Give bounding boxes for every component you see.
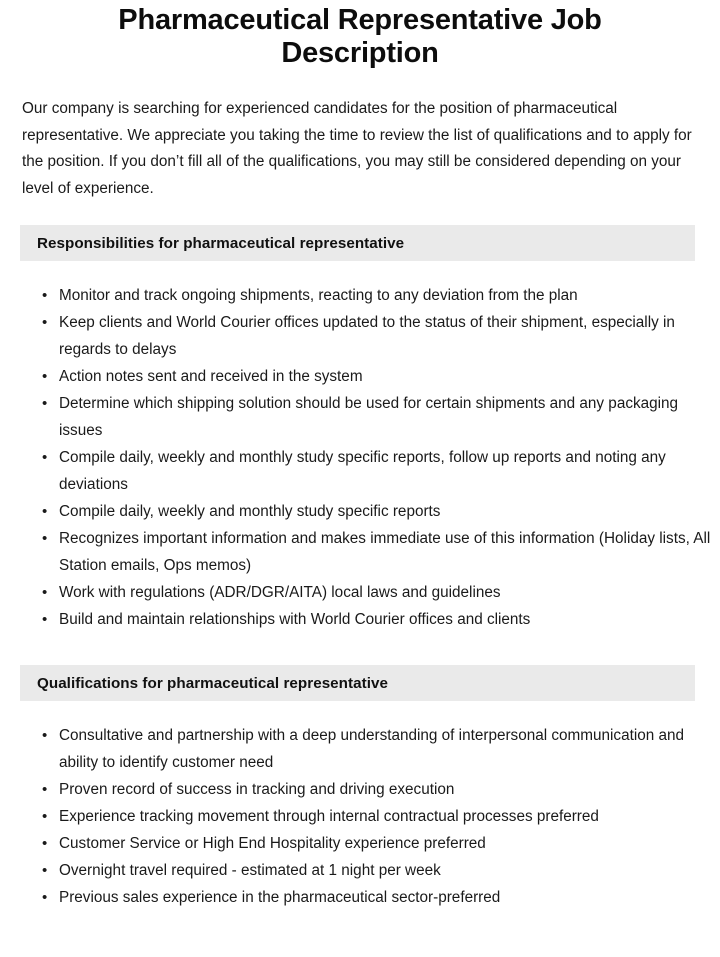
list-item-text: Proven record of success in tracking and driving execution	[59, 781, 455, 798]
bullet-icon: •	[42, 530, 48, 547]
list-item	[42, 498, 714, 525]
section-divider-space	[0, 633, 720, 642]
bullet-icon: •	[42, 503, 48, 520]
list-item	[42, 525, 714, 579]
bullet-icon: •	[42, 395, 48, 412]
list-item	[42, 884, 714, 911]
bullet-icon: •	[42, 449, 48, 466]
bullet-icon: •	[42, 368, 48, 385]
list-item-text: Compile daily, weekly and monthly study specific reports, follow up reports and noting any deviations	[59, 449, 666, 493]
section-heading-label: Responsibilities for pharmaceutical representative	[37, 234, 405, 252]
bullet-icon: •	[42, 889, 48, 906]
list-item-text: Previous sales experience in the pharmaceutical sector-preferred	[59, 889, 501, 906]
bullet-icon: •	[42, 835, 48, 852]
list-item	[42, 776, 714, 803]
list-item-text: Work with regulations (ADR/DGR/AITA) local laws and guidelines	[59, 584, 501, 601]
list-item-text: Overnight travel required - estimated at 1 night per week	[59, 862, 441, 879]
list-item-text: Action notes sent and received in the system	[59, 368, 363, 385]
bullet-icon: •	[42, 781, 48, 798]
list-item	[42, 363, 714, 390]
list-item-text: Keep clients and World Courier offices updated to the status of their shipment, especially in regards to delays	[59, 314, 675, 358]
list-item-text: Determine which shipping solution should be used for certain shipments and any packaging issues	[59, 395, 679, 439]
bullet-icon: •	[42, 727, 48, 744]
list-item	[42, 857, 714, 884]
bullet-icon: •	[42, 287, 48, 304]
bullet-icon: •	[42, 314, 48, 331]
qualifications-list	[0, 701, 720, 911]
intro-paragraph: Our company is searching for experienced candidates for the position of pharmaceutical representative. We appreciate you taking the time to review the list of qualifications and to apply for the position. If you don’t fill all of the qualifications, you may still be considered depending on your level of experience.	[22, 100, 692, 197]
list-item-text: Build and maintain relationships with World Courier offices and clients	[59, 611, 531, 628]
list-item-text: Experience tracking movement through internal contractual processes preferred	[59, 808, 599, 825]
list-item	[42, 579, 714, 606]
section-responsibilities	[0, 225, 720, 633]
bullet-icon: •	[42, 862, 48, 879]
bullet-icon: •	[42, 808, 48, 825]
list-item	[42, 830, 714, 857]
list-item	[42, 803, 714, 830]
section-qualifications	[0, 665, 720, 911]
page-title: Pharmaceutical Representative Job Description	[118, 4, 602, 69]
section-header-qualifications	[20, 665, 695, 701]
list-item-text: Consultative and partnership with a deep understanding of interpersonal communication and ability to identify customer need	[59, 727, 685, 771]
list-item	[42, 606, 714, 633]
list-item-text: Monitor and track ongoing shipments, reacting to any deviation from the plan	[59, 287, 578, 304]
responsibilities-list	[0, 261, 720, 633]
list-item	[42, 444, 714, 498]
list-item	[42, 309, 714, 363]
list-item-text: Recognizes important information and makes immediate use of this information (Holiday lists, All Station emails, Ops memos)	[59, 530, 711, 574]
list-item-text: Compile daily, weekly and monthly study specific reports	[59, 503, 441, 520]
section-header-responsibilities	[20, 225, 695, 261]
list-item-text: Customer Service or High End Hospitality experience preferred	[59, 835, 486, 852]
list-item	[42, 390, 714, 444]
bullet-icon: •	[42, 611, 48, 628]
bullet-icon: •	[42, 584, 48, 601]
section-heading-label: Qualifications for pharmaceutical representative	[37, 674, 388, 692]
list-item	[42, 722, 714, 776]
list-item	[42, 282, 714, 309]
